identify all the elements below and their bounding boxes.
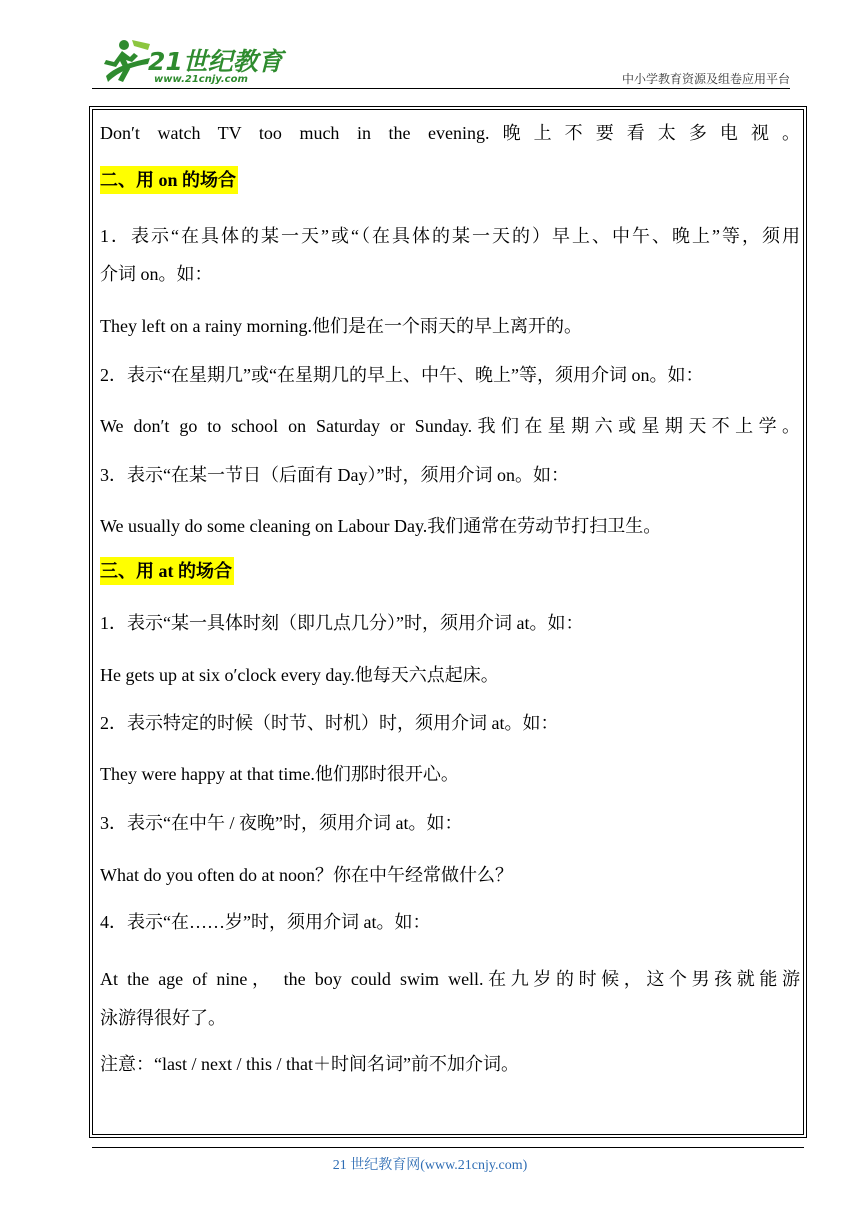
example-sentence: He gets up at six o′clock every day.他每天六点起床。 [100,665,499,685]
text-line: 1．表示“某一具体时刻（即几点几分）”时，须用介词 at。如： [100,613,584,633]
text-line: 3．表示“在中午 / 夜晚”时，须用介词 at。如： [100,813,463,833]
note-line: 注意：“last / next / this / that＋时间名词”前不加介词。 [100,1054,519,1074]
text-line: 1．表示“在具体的某一天”或“（在具体的某一天的）早上、中午、晚上”等，须用 [100,226,800,246]
header-divider [92,88,790,89]
example-sentence: We don′t go to school on Saturday or Sunday.我们在星期六或星期天不上学。 [100,416,800,436]
page-header [0,0,860,96]
platform-tagline: 中小学教育资源及组卷应用平台 [621,72,790,86]
running-man-logo-icon [92,36,154,88]
text-line: 3．表示“在某一节日（后面有 Day）”时，须用介词 on。如： [100,465,569,485]
logo [92,36,292,92]
text-line: Don′t watch TV too much in the evening.晚上不要看太多电视。 [100,123,800,143]
brand-url: www.21cnjy.com [154,74,248,85]
section-heading-at: 三、用 at 的场合 [100,557,234,585]
example-sentence: At the age of nine， the boy could swim well.在九岁的时候，这个男孩就能游 [100,969,800,989]
footer-divider [92,1147,804,1148]
text-line: 2．表示“在星期几”或“在星期几的早上、中午、晚上”等，须用介词 on。如： [100,365,704,385]
example-sentence: We usually do some cleaning on Labour Day.我们通常在劳动节打扫卫生。 [100,516,662,536]
example-sentence: What do you often do at noon？你在中午经常做什么？ [100,865,513,885]
example-sentence: They left on a rainy morning.他们是在一个雨天的早上离开的。 [100,316,582,336]
example-sentence: They were happy at that time.他们那时很开心。 [100,764,459,784]
footer-link[interactable]: 21 世纪教育网(www.21cnjy.com) [332,1158,528,1173]
text-line: 介词 on。如： [100,264,213,284]
section-heading-on: 二、用 on 的场合 [100,166,238,194]
example-sentence: 泳游得很好了。 [100,1008,226,1028]
text-line: 2．表示特定的时候（时节、时机）时，须用介词 at。如： [100,713,559,733]
brand-name: 21世纪教育 [148,47,283,76]
text-line: 4．表示“在……岁”时，须用介词 at。如： [100,912,431,932]
